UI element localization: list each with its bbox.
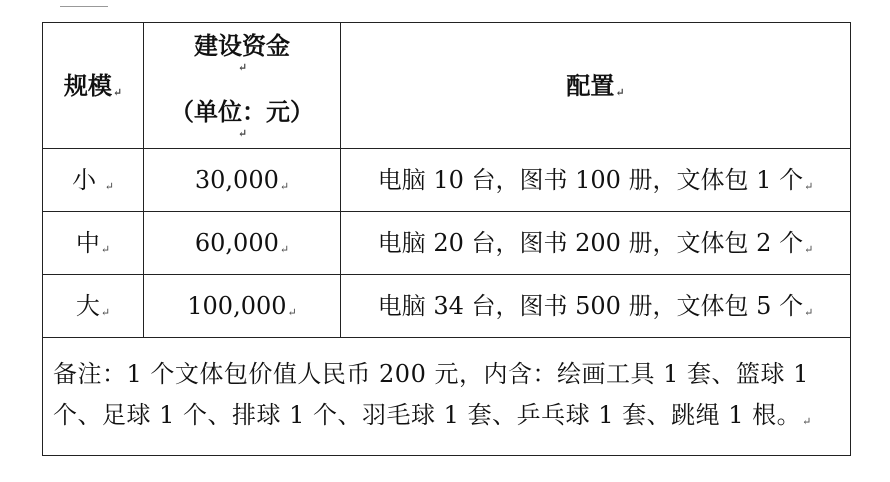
table-row (43, 212, 851, 275)
cell-scale: 中↵ (43, 212, 144, 275)
cell-scale: 大↵ (43, 275, 144, 338)
table-row (43, 275, 851, 338)
table-header-row (43, 23, 851, 149)
cell-scale: 小 ↵ (43, 149, 144, 212)
construction-config-table (42, 22, 851, 456)
cell-fund: 30,000↵ (144, 149, 341, 212)
cell-config: 电脑 20 台，图书 200 册，文体包 2 个↵ (341, 212, 851, 275)
cell-fund: 60,000↵ (144, 212, 341, 275)
header-fund-line1: 建设资金 (194, 30, 290, 60)
header-config: 配置↵ (341, 23, 851, 149)
note-cell: 备注：1 个文体包价值人民币 200 元，内含：绘画工具 1 套、篮球 1 个、足球 1 个、排球 1 个、羽毛球 1 套、乒乓球 1 套、跳绳 1 根。↵ (43, 338, 851, 456)
cell-fund: 100,000↵ (144, 275, 341, 338)
header-scale: 规模↵ (43, 23, 144, 149)
cell-config: 电脑 10 台，图书 100 册，文体包 1 个↵ (341, 149, 851, 212)
note-text: 备注：1 个文体包价值人民币 200 元，内含：绘画工具 1 套、篮球 1 个、足球 1 个、排球 1 个、羽毛球 1 套、乒乓球 1 套、跳绳 1 根。 (53, 359, 809, 429)
table-row (43, 149, 851, 212)
header-fund-line2: （单位：元） (170, 96, 314, 126)
page-corner-mark (60, 0, 108, 7)
table-note-row (43, 338, 851, 456)
cell-config: 电脑 34 台，图书 500 册，文体包 5 个↵ (341, 275, 851, 338)
header-fund: 建设资金 ↵ （单位：元） ↵ (144, 23, 341, 149)
